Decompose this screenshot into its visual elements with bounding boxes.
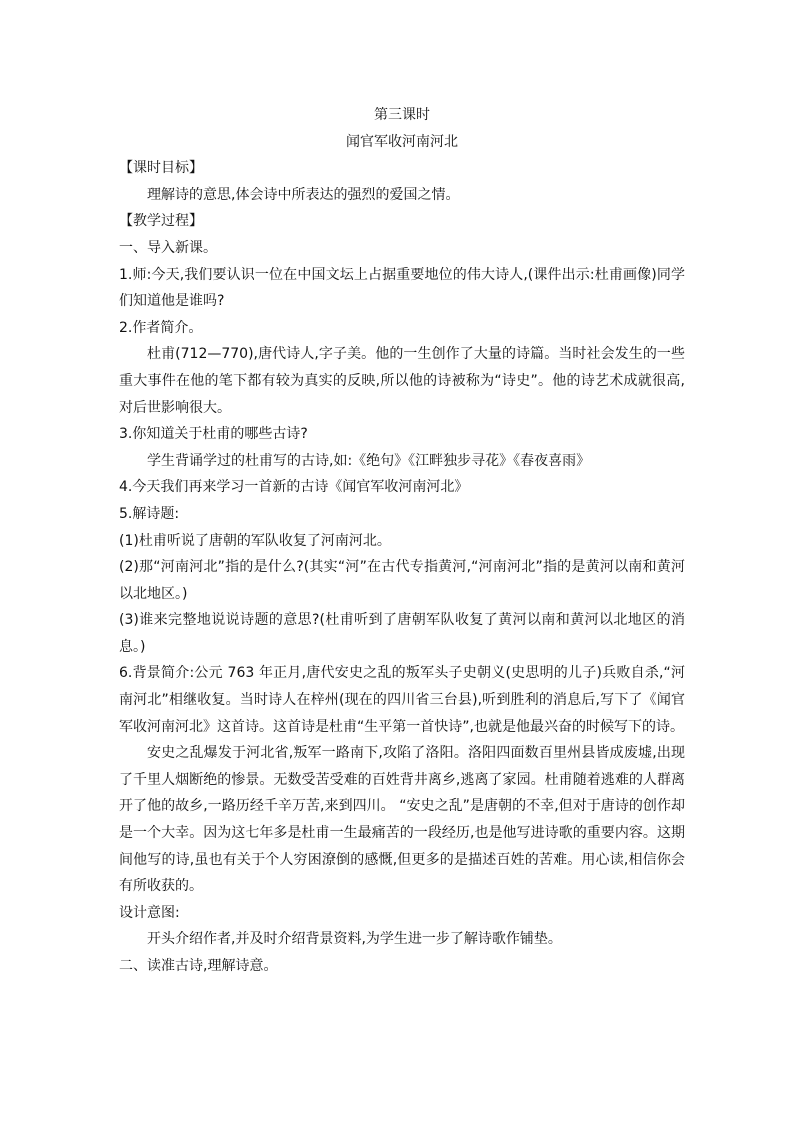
item-5-3: (3)谁来完整地说说诗题的意思?(杜甫听到了唐朝军队收复了黄河以南和黄河以北地区的消息。): [119, 612, 685, 655]
item-1: 1.师:今天,我们要认识一位在中国文坛上占据重要地位的伟大诗人,(课件出示:杜甫画像)同学们知道他是谁吗?: [119, 266, 685, 310]
item-5-1: (1)杜甫听说了唐朝的军队收复了河南河北。: [119, 532, 391, 549]
lesson-label: 第三课时: [374, 107, 430, 123]
section-heading-1: 一、导入新课。: [119, 239, 217, 256]
item-4: 4.今天我们再来学习一首新的古诗《闻官军收河南河北》: [119, 479, 469, 496]
goal-heading: 【课时目标】: [119, 160, 203, 177]
item-3-answer: 学生背诵学过的杜甫写的古诗,如:《绝句》《江畔独步寻花》《春夜喜雨》: [147, 452, 591, 469]
design-text: 开头介绍作者,并及时介绍背景资料,为学生进一步了解诗歌作铺垫。: [147, 931, 562, 948]
document-body: [119, 102, 685, 980]
background-paragraph: 安史之乱爆发于河北省,叛军一路南下,攻陷了洛阳。洛阳四面数百里州县皆成废墟,出现了千里人烟断绝的惨景。无数受苦受难的百姓背井离乡,逃离了家园。杜甫随着逃难的人群离开了他的故乡,一路历经千辛万苦,来到四川。 “安史之乱”是唐朝的不幸,但对于唐诗的创作却是一个大幸。因为这七年多是杜甫一生最痛苦的一段经历,也是他写进诗歌的重要内容。这期间他写的诗,虽也有关于个人穷困潦倒的感慨,但更多的是描述百姓的苦难。用心读,相信你会有所收获的。: [119, 745, 685, 895]
item-5-2: (2)那“河南河北”指的是什么?(其实“河”在古代专指黄河,“河南河北”指的是黄河以南和黄河以北地区。): [119, 559, 685, 602]
design-heading: 设计意图:: [119, 904, 180, 921]
section-heading-2: 二、读准古诗,理解诗意。: [119, 958, 278, 974]
item-3: 3.你知道关于杜甫的哪些古诗?: [119, 426, 308, 443]
process-heading: 【教学过程】: [119, 213, 203, 230]
poem-title: 闻官军收河南河北: [346, 133, 458, 150]
goal-text: 理解诗的意思,体会诗中所表达的强烈的爱国之情。: [147, 186, 460, 203]
item-5: 5.解诗题:: [119, 505, 180, 522]
item-2: 2.作者简介。: [119, 319, 203, 336]
author-intro: 杜甫(712—770),唐代诗人,字子美。他的一生创作了大量的诗篇。当时社会发生的一些重大事件在他的笔下都有较为真实的反映,所以他的诗被称为“诗史”。他的诗艺术成就很高,对后世影响很大。: [119, 346, 685, 416]
item-6: 6.背景简介:公元 763 年正月,唐代安史之乱的叛军头子史朝义(史思明的儿子)兵败自杀,“河南河北”相继收复。当时诗人在梓州(现在的四川省三台县),听到胜利的消息后,写下了《闻官军收河南河北》这首诗。这首诗是杜甫“生平第一首快诗”,也就是他最兴奋的时候写下的诗。: [119, 665, 685, 735]
